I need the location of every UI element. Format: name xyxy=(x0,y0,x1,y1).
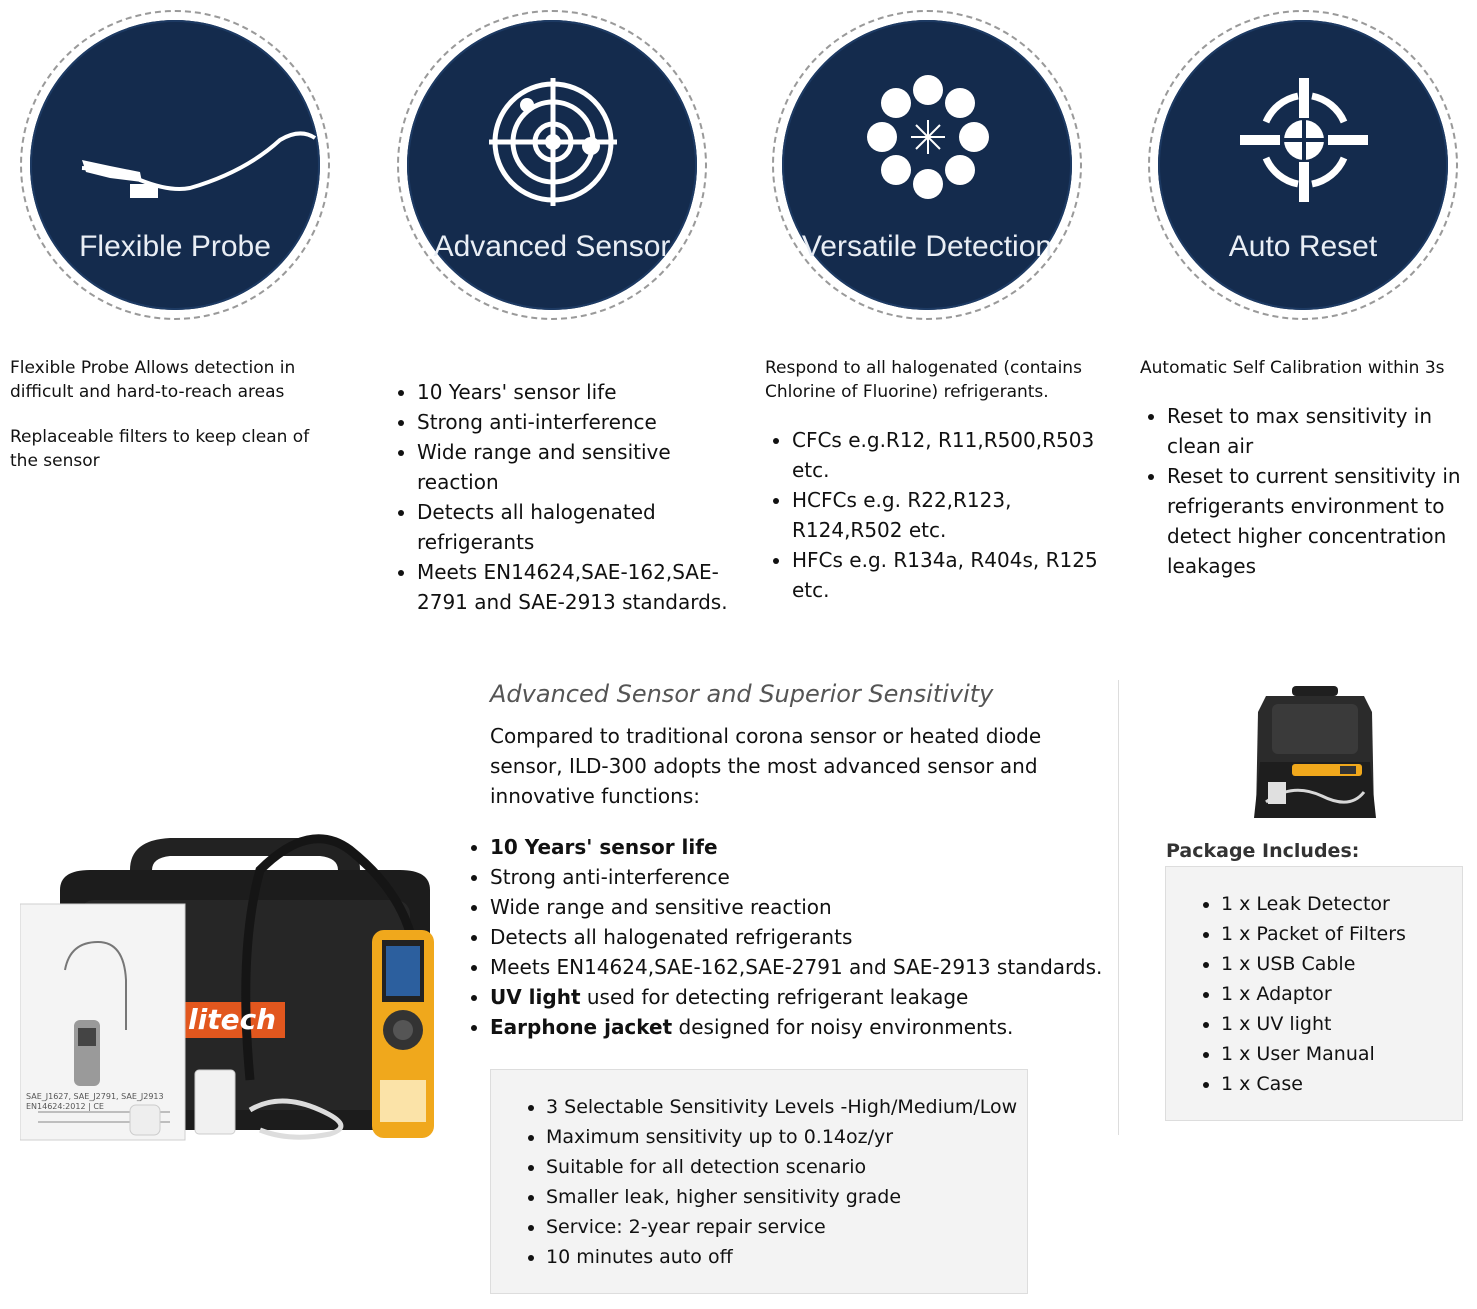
molecule-ring-icon xyxy=(782,20,1072,310)
list-item: • HCFCs e.g. R22,R123, R124,R502 etc. xyxy=(792,485,1112,545)
feature-list-versatile-detection xyxy=(765,425,1112,605)
list-item: • 3 Selectable Sensitivity Levels -High/Medium/Low xyxy=(546,1092,1027,1122)
manual-standards-text: SAE_J1627, SAE_J2791, SAE_J2913 EN14624:2012 | CE xyxy=(26,1092,164,1111)
sensor-feature-list xyxy=(468,832,1110,1042)
list-item: • Reset to max sensitivity in clean air xyxy=(1167,401,1477,461)
list-item: • 1 x UV light xyxy=(1221,1009,1462,1039)
feature-list-advanced-sensor xyxy=(390,377,747,617)
list-item: • 1 x Case xyxy=(1221,1069,1462,1099)
feature-paragraph: Flexible Probe Allows detection in difficult and hard-to-reach areas xyxy=(10,358,296,402)
feature-paragraph: Replaceable filters to keep clean of the sensor xyxy=(10,427,310,471)
list-item: • 10 minutes auto off xyxy=(546,1242,1027,1272)
list-item: • Wide range and sensitive reaction xyxy=(417,437,747,497)
probe-icon xyxy=(30,20,320,310)
feature-list-auto-reset xyxy=(1140,401,1477,581)
list-item xyxy=(490,952,1110,982)
feature-circle-auto-reset xyxy=(1148,10,1458,320)
list-item: • 1 x User Manual xyxy=(1221,1039,1462,1069)
feature-intro-auto-reset: Automatic Self Calibration within 3s xyxy=(1140,358,1445,378)
list-item: • HFCs e.g. R134a, R404s, R125 etc. xyxy=(792,545,1112,605)
case-illustration xyxy=(1252,682,1378,824)
list-item: • CFCs e.g.R12, R11,R500,R503 etc. xyxy=(792,425,1112,485)
item-text: used for detecting refrigerant leakage xyxy=(580,985,969,1009)
feature-circle-versatile-detection xyxy=(772,10,1082,320)
list-item xyxy=(490,892,1110,922)
product-kit-image xyxy=(20,830,450,1150)
list-item xyxy=(490,862,1110,892)
crosshair-icon xyxy=(1158,20,1448,310)
circle-label: Advanced Sensor xyxy=(433,230,671,263)
list-item: • 1 x Leak Detector xyxy=(1221,889,1462,919)
item-text: Wide range and sensitive reaction xyxy=(490,895,832,919)
package-title: Package Includes: xyxy=(1166,840,1360,862)
feature-circle-advanced-sensor xyxy=(397,10,707,320)
list-item: • Smaller leak, higher sensitivity grade xyxy=(546,1182,1027,1212)
specs-box xyxy=(490,1069,1028,1294)
list-item: • Suitable for all detection scenario xyxy=(546,1152,1027,1182)
circle-label: Flexible Probe xyxy=(79,230,271,263)
radar-icon xyxy=(407,20,697,310)
list-item: • Maximum sensitivity up to 0.14oz/yr xyxy=(546,1122,1027,1152)
circle-label: Auto Reset xyxy=(1228,230,1378,263)
item-text: designed for noisy environments. xyxy=(672,1015,1014,1039)
package-list xyxy=(1166,889,1462,1099)
item-text: Meets EN14624,SAE-162,SAE-2791 and SAE-2913 standards. xyxy=(490,955,1103,979)
brand-logo: litech xyxy=(188,1003,277,1036)
list-item: • Service: 2-year repair service xyxy=(546,1212,1027,1242)
list-item: • Strong anti-interference xyxy=(417,407,747,437)
feature-circle-flexible-probe xyxy=(20,10,330,320)
list-item: • 1 x Adaptor xyxy=(1221,979,1462,1009)
list-item: • 10 Years' sensor life xyxy=(417,377,747,407)
package-box xyxy=(1165,866,1463,1121)
case-image xyxy=(1252,682,1378,824)
list-item: • Reset to current sensitivity in refrigerants environment to detect higher concentration leakages xyxy=(1167,461,1477,581)
list-item xyxy=(490,832,1110,862)
list-item: • 1 x USB Cable xyxy=(1221,949,1462,979)
circle-label: Versatile Detection xyxy=(801,230,1053,263)
item-text: Detects all halogenated refrigerants xyxy=(490,925,853,949)
bold-term: 10 Years' sensor life xyxy=(490,835,718,859)
section-title: Advanced Sensor and Superior Sensitivity xyxy=(490,680,994,708)
item-text: Strong anti-interference xyxy=(490,865,730,889)
feature-intro-versatile-detection: Respond to all halogenated (contains Chlorine of Fluorine) refrigerants. xyxy=(765,358,1082,402)
bold-term: UV light xyxy=(490,985,581,1009)
feature-text-flexible-probe xyxy=(10,356,340,494)
list-item: • Meets EN14624,SAE-162,SAE-2791 and SAE-2913 standards. xyxy=(417,557,747,617)
list-item: • 1 x Packet of Filters xyxy=(1221,919,1462,949)
list-item xyxy=(490,1012,1110,1042)
list-item xyxy=(490,982,1110,1012)
section-intro: Compared to traditional corona sensor or heated diode sensor, ILD-300 adopts the most advanced sensor and innovative functions: xyxy=(490,724,1042,808)
list-item xyxy=(490,922,1110,952)
specs-list xyxy=(491,1092,1027,1272)
bold-term: Earphone jacket xyxy=(490,1015,673,1039)
list-item: • Detects all halogenated refrigerants xyxy=(417,497,747,557)
column-divider xyxy=(1118,680,1119,1135)
